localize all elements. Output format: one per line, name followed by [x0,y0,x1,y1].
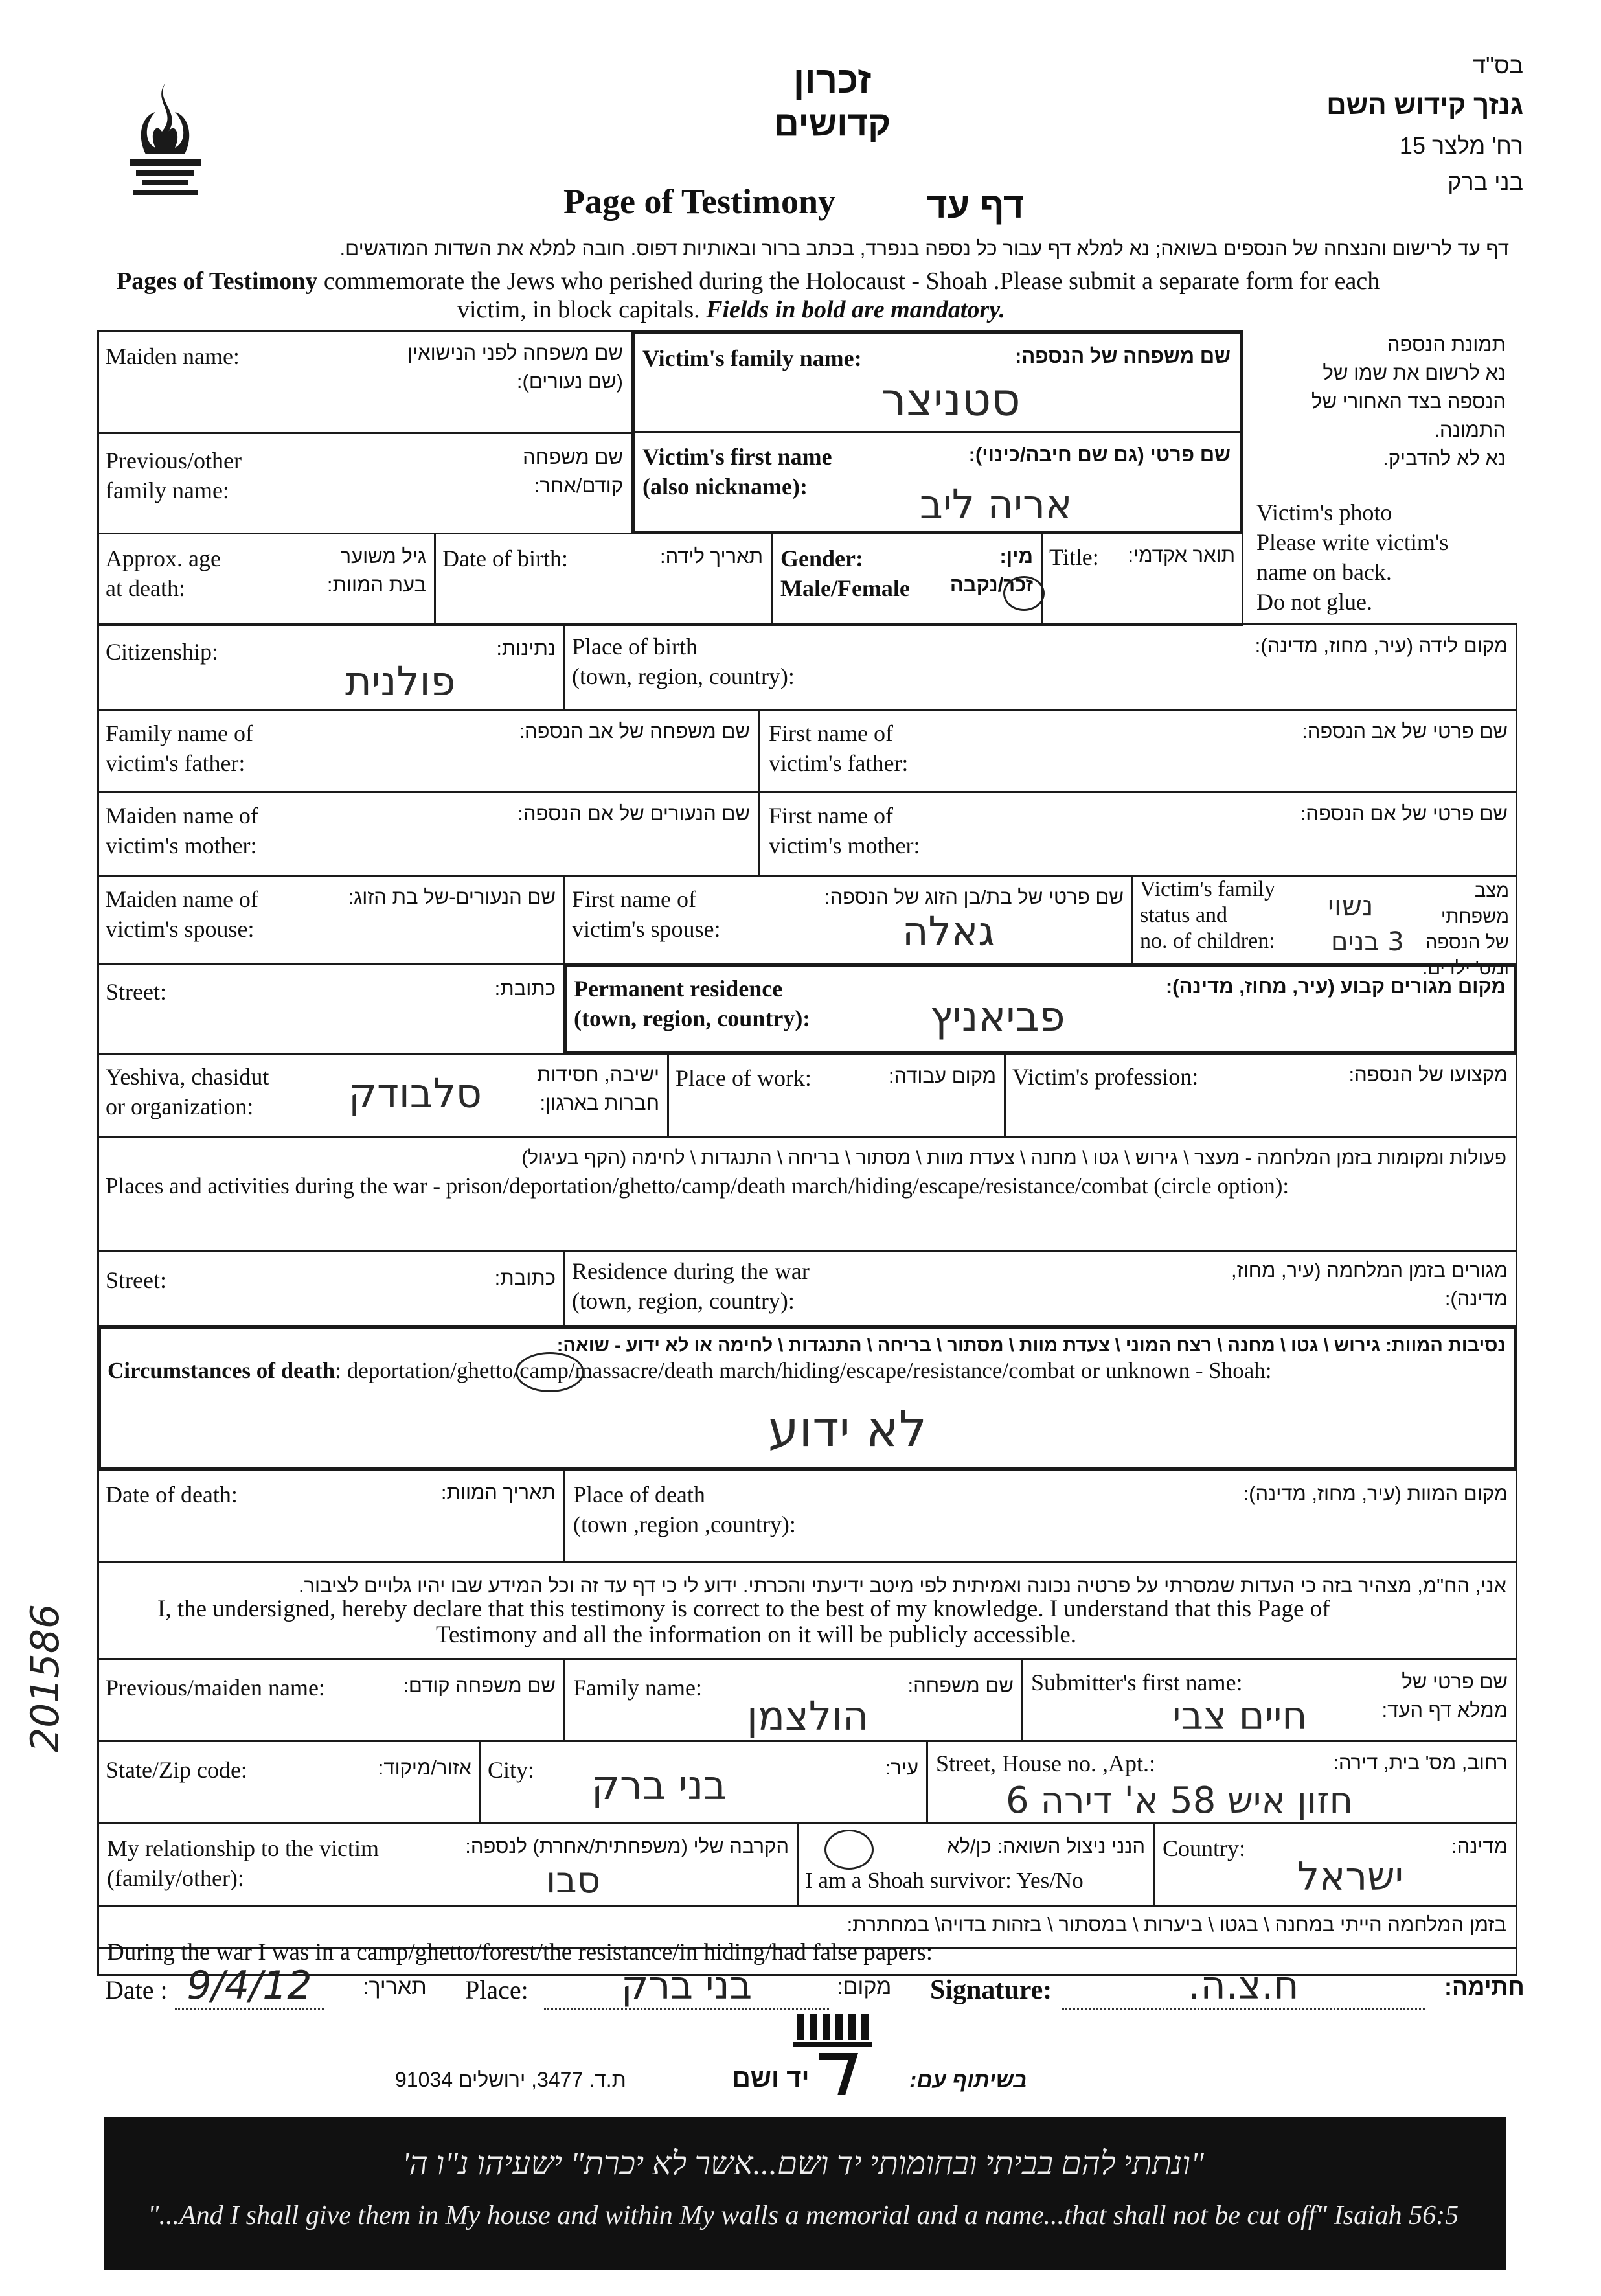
page-title-he: דף עד [926,185,1025,225]
age-cell[interactable]: Approx. age at death: גיל משוער בעת המוות: [97,533,436,626]
relationship-cell[interactable]: My relationship to the victim (family/other): הקרבה שלי (משפחתית/אחרת) לנספה: סבו [97,1822,799,1907]
submitter-family-name-value: הולצמן [747,1692,869,1739]
quote-he: "ונתתי להם בביתי ובחומותי יד ושם...אשר לא יכרת" ישעיהו נ"ו ה' [402,2145,1205,2181]
ghetto-circle-mark [516,1352,584,1392]
circumstances-value: לא ידוע [768,1400,927,1458]
submitter-war-cell[interactable]: בזמן המלחמה הייתי במחנה \ בגטו \ ביערות \ במסתור \ בזהות בדויה\ במחתרת: During the war I was in a camp/ghetto/forest/the resistance/in hiding/had false papers: [97,1905,1517,1976]
victim-family-name-cell[interactable]: Victim's family name: שם משפחה של הנספה: סטניצר Victim's first name (also nickname): שם פרטי (גם שם חיבה/כינוי): אריה ליב [631,330,1243,534]
gender-circle-mark [1003,576,1045,611]
city-value: בני ברק [591,1762,727,1809]
no-circle-mark [824,1830,874,1870]
title-cell[interactable]: Title: תואר אקדמי: [1041,533,1243,626]
title-he-1: זכרון [793,59,872,101]
city-cell[interactable]: City: עיר: בני ברק [479,1740,928,1824]
permanent-residence-value: פביאניץ [930,993,1065,1041]
place-value[interactable]: בני ברק [544,1963,829,2010]
zip-cell[interactable]: State/Zip code: אזור/מיקוד: [97,1740,481,1824]
profession-cell[interactable]: Victim's profession: מקצועו של הנספה: [1004,1053,1517,1138]
mother-maiden-cell[interactable]: Maiden name of victim's mother: שם הנעורים של אם הנספה: [97,791,760,877]
signature-label: Signature: [930,1975,1052,2005]
spouse-first-cell[interactable]: First name of victim's spouse: שם פרטי של בת/בן הזוג של הנספה: גאלה [563,875,1133,965]
yad-vashem-address: ת.ד. 3477, ירושלים 91034 [395,2068,626,2091]
country-cell[interactable]: Country: מדינה: ישראל [1153,1822,1517,1907]
quote-banner [104,2117,1506,2270]
submitter-first-name-value: חיים צבי [1172,1693,1308,1739]
family-status-value: נשוי [1328,890,1374,923]
archive-name: גנזך קידוש השם [1326,89,1523,120]
death-date-cell[interactable]: Date of death: תאריך המוות: [97,1469,565,1563]
archive-street: רח' מלצר 15 [1399,132,1523,159]
flame-logo-icon [117,76,214,200]
gender-cell[interactable]: Gender: Male/Female מין: זכר/נקבה [771,533,1043,626]
citizenship-cell[interactable]: Citizenship: נתינות: פולנית [97,623,565,711]
previous-name-cell[interactable]: Previous/other family name: שם משפחה קודם/אחר: [97,432,633,534]
survivor-cell[interactable]: הנני ניצול השואה: כן/לא I am a Shoah survivor: Yes/No [797,1822,1155,1907]
page-title: Page of Testimony [563,182,836,221]
place-he: מקום: [837,1975,892,1999]
country-value: ישראל [1297,1854,1404,1900]
circumstances-label: Circumstances of death: deportation/ghetto/camp/massacre/death march/hiding/escape/resistance/combat or unknown - Shoah: [108,1358,1272,1383]
war-street-cell[interactable]: Street: כתובת: [97,1250,565,1327]
children-value: 3 בנים [1331,927,1404,957]
photo-label-en: Victim's photo Please write victim's name on back. Do not glue. [1256,499,1449,615]
signature-value[interactable]: ח.צ.ה. [1062,1963,1425,2010]
place-label: Place: [465,1975,528,2004]
declaration-cell: אני, הח"מ, מצהיר בזה כי העדות שמסרתי על פרטיה נכונה ואמיתית לפי מיטב ידיעתי והכרתי. ידוע לי כי דף עד זה וכל המידע שבו יהיו גלויים לציבור. I, the undersigned, hereby declare that this testimony is correct to the best of my knowledge. I understand that this Page of Testimony and all the information on it will be publicly accessible. [97,1561,1517,1949]
work-cell[interactable]: Place of work: מקום עבודה: [667,1053,1006,1138]
war-places-cell[interactable]: פעולות ומקומות בזמן המלחמה - מעצר \ גירוש \ גטו \ מחנה \ צעדת מוות \ מסתור \ בריחה \ התנגדות \ לחימה (הקף בעיגול) Places and activities during the war - prison/deportation/ghetto/camp/death march/hiding/escape/resistance/combat (circle option): [97,1136,1517,1252]
dob-cell[interactable]: Date of birth: תאריך לידה: [434,533,773,626]
circumstances-cell[interactable]: נסיבות המוות: גירוש \ גטו \ מחנה \ רצח המוני \ צעדת מוות \ מסתור \ בריחה \ התנגדות \ לחימה או לא ידוע - שואה: Circumstances of death: deportation/ghetto/camp/massacre/death march/hiding/escape/resistance/combat or unknown - Shoah: לא ידוע [97,1325,1517,1471]
father-family-cell[interactable]: Family name of victim's father: שם משפחה של אב הנספה: [97,709,760,793]
date-he: תאריך: [363,1975,427,1999]
date-value[interactable]: 9/4/12 [175,1963,324,2010]
victim-first-name-value: אריה ליב [920,481,1073,528]
war-residence-cell[interactable]: Residence during the war (town, region, country): מגורים בזמן המלחמה (עיר, מחוז, מדינה): [563,1250,1517,1327]
margin-number: 201586 [23,1603,68,1752]
street-cell[interactable]: Street: כתובת: [97,963,565,1055]
logo-emblem [117,76,214,200]
relationship-value: סבו [546,1859,600,1901]
submitter-family-name-cell[interactable]: Family name: שם משפחה: הולצמן [563,1658,1023,1742]
birth-place-cell[interactable]: Place of birth (town, region, country): מקום לידה (עיר, מחוז, מדינה): [563,623,1517,711]
yeshiva-value: סלבודק [348,1070,483,1117]
citizenship-value: פולנית [345,658,456,705]
spouse-maiden-cell[interactable]: Maiden name of victim's spouse: שם הנעורים-של בת הזוג: [97,875,565,965]
submitter-first-name-cell[interactable]: Submitter's first name: שם פרטי של ממלא דף העד: חיים צבי [1021,1658,1517,1742]
submitter-street-cell[interactable]: Street, House no. ,Apt.: רחוב, מס' בית, דירה: חזון איש 58 א' דירה 6 [926,1740,1517,1824]
victim-family-name-value: סטניצר [881,373,1021,426]
partner-he: בשיתוף עם: [909,2068,1027,2093]
intro-he: דף עד לרישום והנצחה של הנספים בשואה; נא למלא דף עבור כל נספה בנפרד, בכתב ברור ובאותיות דפוס. חובה למלא את השדות המודגשים. [339,237,1509,260]
father-first-cell[interactable]: First name of victim's father: שם פרטי של אב הנספה: [758,709,1517,793]
signature-he: חתימה: [1444,1973,1525,2000]
intro-en-1: Pages of Testimony commemorate the Jews who perished during the Holocaust - Shoah .Please submit a separate form for each [117,268,1380,295]
yad-vashem-name: יד ושם [732,2064,810,2093]
archive-city: בני ברק [1448,168,1523,195]
quote-en: "...And I shall give them in My house and within My walls a memorial and a name...that shall not be cut off" Isaiah 56:5 [147,2201,1459,2231]
submitter-street-value: חזון איש 58 א' דירה 6 [1006,1780,1354,1822]
header-bsd: בס"ד [1473,52,1523,78]
submitter-prev-name-cell[interactable]: Previous/maiden name: שם משפחה קודם: [97,1658,565,1742]
death-place-cell[interactable]: Place of death (town ,region ,country): מקום המוות (עיר, מחוז, מדינה): [563,1469,1517,1563]
spouse-first-value: גאלה [902,908,995,955]
permanent-residence-cell[interactable]: Permanent residence (town, region, country): מקום מגורים קבוע (עיר, מחוז, מדינה): פביאניץ [563,963,1517,1055]
yeshiva-cell[interactable]: Yeshiva, chasidut or organization: ישיבה, חסידות חברות בארגון: סלבודק [97,1053,669,1138]
date-label: Date : [105,1975,168,2004]
intro-en-2: victim, in block capitals. Fields in bold are mandatory. [457,296,1006,323]
title-he-2: קדושים [773,104,891,143]
mother-first-cell[interactable]: First name of victim's mother: שם פרטי של אם הנספה: [758,791,1517,877]
family-status-cell[interactable]: Victim's family status and no. of children: מצב משפחתי של הנספה ומס' ילדים: נשוי 3 בנים [1131,875,1517,965]
photo-label-he: תמונת הנספה נא לרשום את שמו של הנספה בצד האחורי של התמונה. נא לא להדביק. [1311,333,1506,470]
maiden-name-cell[interactable]: Maiden name: שם משפחה לפני הנישואין (שם נעורים): [97,330,633,434]
